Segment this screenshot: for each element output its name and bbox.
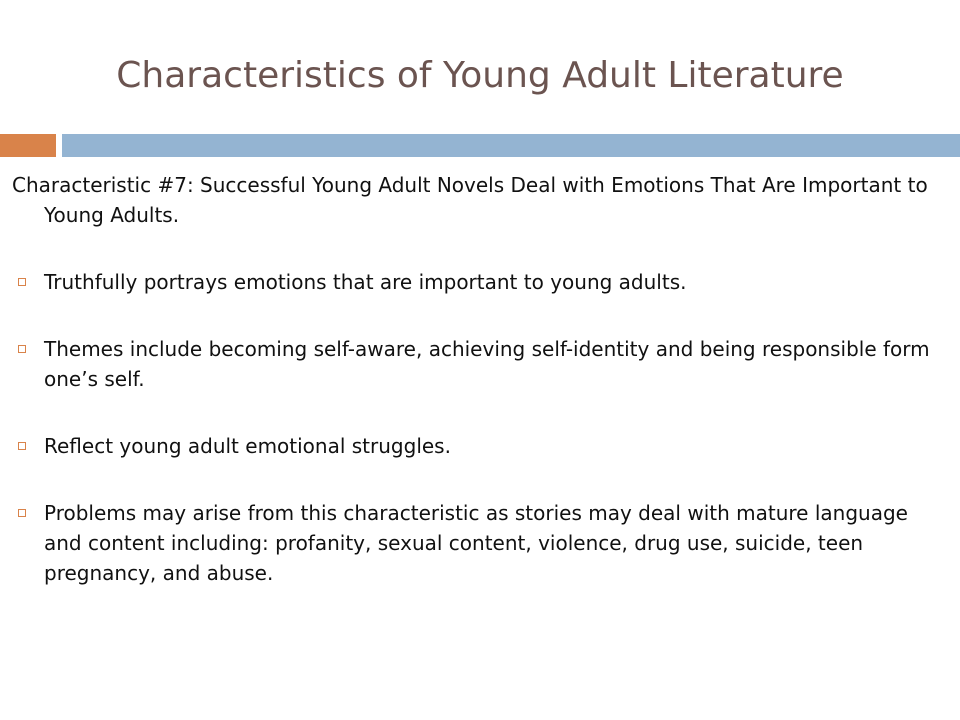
bullet-text: Themes include becoming self-aware, achieving self-identity and being responsible form one’s self. [44,337,930,391]
title-underline-bar [62,134,960,157]
hollow-square-icon [18,509,26,517]
intro-text: Characteristic #7: Successful Young Adult Novels Deal with Emotions That Are Important to Young Adults. [12,173,928,227]
bullet-item [12,267,942,297]
hollow-square-icon [18,278,26,286]
bullet-item [12,334,942,394]
bullet-text: Truthfully portrays emotions that are important to young adults. [44,270,687,294]
bullet-item [12,498,942,588]
title-accent-bar [0,134,56,157]
slide-content [12,170,942,625]
bullet-item [12,431,942,461]
bullet-text: Reflect young adult emotional struggles. [44,434,451,458]
slide-title: Characteristics of Young Adult Literature [116,55,844,96]
bullet-text: Problems may arise from this characteristic as stories may deal with mature language and content including: profanity, sexual content, violence, drug use, suicide, teen pregnancy, and abuse. [44,501,908,585]
hollow-square-icon [18,442,26,450]
hollow-square-icon [18,345,26,353]
